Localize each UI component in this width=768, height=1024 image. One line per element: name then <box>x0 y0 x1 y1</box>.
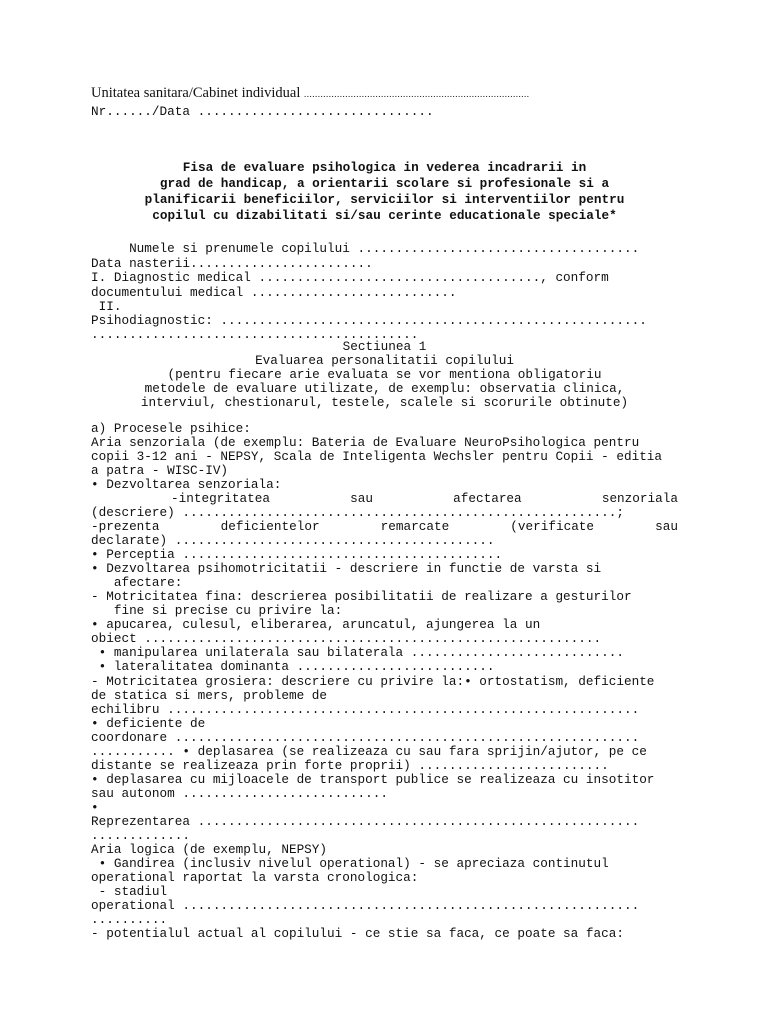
psychodiagnostic-line: Psihodiagnostic: ........................................................ <box>91 313 647 328</box>
birth-date-line: Data nasterii........................ <box>91 256 373 271</box>
body-line: - Motricitatea grosiera: descriere cu privire la:• ortostatism, deficiente <box>91 673 655 689</box>
body-line: • Perceptia .......................................... <box>91 547 503 563</box>
title-line: copilul cu dizabilitati si/sau cerinte educationale speciale* <box>152 208 617 223</box>
body-line: .......... <box>91 912 168 928</box>
diagnostic-line: I. Diagnostic medical ....................................., conform <box>91 270 609 285</box>
body-line: copii 3-12 ani - NEPSY, Scala de Inteligenta Wechsler pentru Copii - editia <box>91 449 663 464</box>
word: sau <box>655 519 678 534</box>
word: remarcate <box>380 519 450 534</box>
section-note: (pentru fiecare arie evaluata se vor mentiona obligatoriu <box>167 367 602 382</box>
section-note: interviul, chestionarul, testele, scalele si scorurile obtinute) <box>140 395 629 410</box>
body-line: declarate) .......................................... <box>91 533 495 548</box>
unit-label: Unitatea sanitara/Cabinet individual <box>91 85 301 101</box>
body-line: • manipularea unilaterala sau bilaterala ............................ <box>91 645 624 661</box>
body-line: - potentialul actual al copilului - ce stie sa faca, ce poate sa faca: <box>91 926 624 942</box>
section-note: metodele de evaluare utilizate, de exemplu: observatia clinica, <box>144 381 625 396</box>
psychic-processes-heading: a) Procesele psihice: <box>91 421 251 436</box>
word: deficientelor <box>220 519 320 534</box>
section-name: Evaluarea personalitatii copilului <box>255 353 514 368</box>
title-line: Fisa de evaluare psihologica in vederea incadrarii in <box>182 160 587 175</box>
justified-line <box>91 519 678 534</box>
body-line: • lateralitatea dominanta .......................... <box>91 659 495 675</box>
body-line: • deficiente de <box>91 715 206 731</box>
body-line: • <box>91 799 99 815</box>
body-line: Aria senzoriala (de exemplu: Bateria de Evaluare NeuroPsihologica pentru <box>91 435 640 450</box>
body-line: • apucarea, culesul, eliberarea, aruncatul, ajungerea la un <box>91 617 541 633</box>
unit-dots: .................................................................................. <box>304 89 530 99</box>
body-line: • Dezvoltarea psihomotricitatii - descriere in functie de varsta si <box>91 561 602 577</box>
section-number: Sectiunea 1 <box>342 339 427 354</box>
unit-line <box>91 86 530 102</box>
word: afectarea <box>453 491 522 506</box>
child-name-line: Numele si prenumele copilului ..................................... <box>91 241 640 256</box>
word: -integritatea <box>171 491 270 506</box>
body-line: obiect ............................................................ <box>91 631 602 647</box>
body-line: a patra - WISC-IV) <box>91 463 229 478</box>
psychodiagnostic-line: ........................................... <box>91 327 419 342</box>
body-line: • Gandirea (inclusiv nivelul operational) - se apreciaza continutul <box>91 856 609 872</box>
word: sau <box>350 491 373 506</box>
body-line: echilibru .............................................................. <box>91 701 640 717</box>
body-line: fine si precise cu privire la: <box>91 603 343 619</box>
body-line: ........... • deplasarea (se realizeaza cu sau fara sprijin/ajutor, pe ce <box>91 743 647 759</box>
body-line: sau autonom ........................... <box>91 785 388 801</box>
body-line: Aria logica (de exemplu, NEPSY) <box>91 842 328 858</box>
body-line: operational raportat la varsta cronologica: <box>91 870 419 886</box>
diagnostic-line: documentului medical ........................... <box>91 285 457 300</box>
section-numeral: II. <box>91 299 122 314</box>
body-line: - stadiul <box>91 884 168 900</box>
nr-data-line: Nr....../Data ............................... <box>91 104 434 119</box>
title-line: grad de handicap, a orientarii scolare si profesionale si a <box>159 176 610 191</box>
body-line: ............. <box>91 828 190 844</box>
word: (verificate <box>510 519 595 534</box>
body-line: distante se realizeaza prin forte proprii) ......................... <box>91 757 609 773</box>
justified-line <box>91 491 678 506</box>
word: -prezenta <box>91 519 160 534</box>
body-line: operational ............................................................ <box>91 898 640 914</box>
body-line: (descriere) .........................................................; <box>91 505 624 520</box>
title-line: planificarii beneficiilor, serviciilor si interventiilor pentru <box>144 192 625 207</box>
body-line: afectare: <box>91 575 183 591</box>
body-line: - Motricitatea fina: descrierea posibilitatii de realizare a gesturilor <box>91 589 632 605</box>
body-line: de statica si mers, probleme de <box>91 687 328 703</box>
body-line: • Dezvoltarea senzoriala: <box>91 477 282 492</box>
body-line: • deplasarea cu mijloacele de transport publice se realizeaza cu insotitor <box>91 771 655 787</box>
body-line: Reprezentarea .......................................................... <box>91 814 640 829</box>
word: senzoriala <box>601 491 678 506</box>
body-line: coordonare ............................................................. <box>91 729 640 745</box>
